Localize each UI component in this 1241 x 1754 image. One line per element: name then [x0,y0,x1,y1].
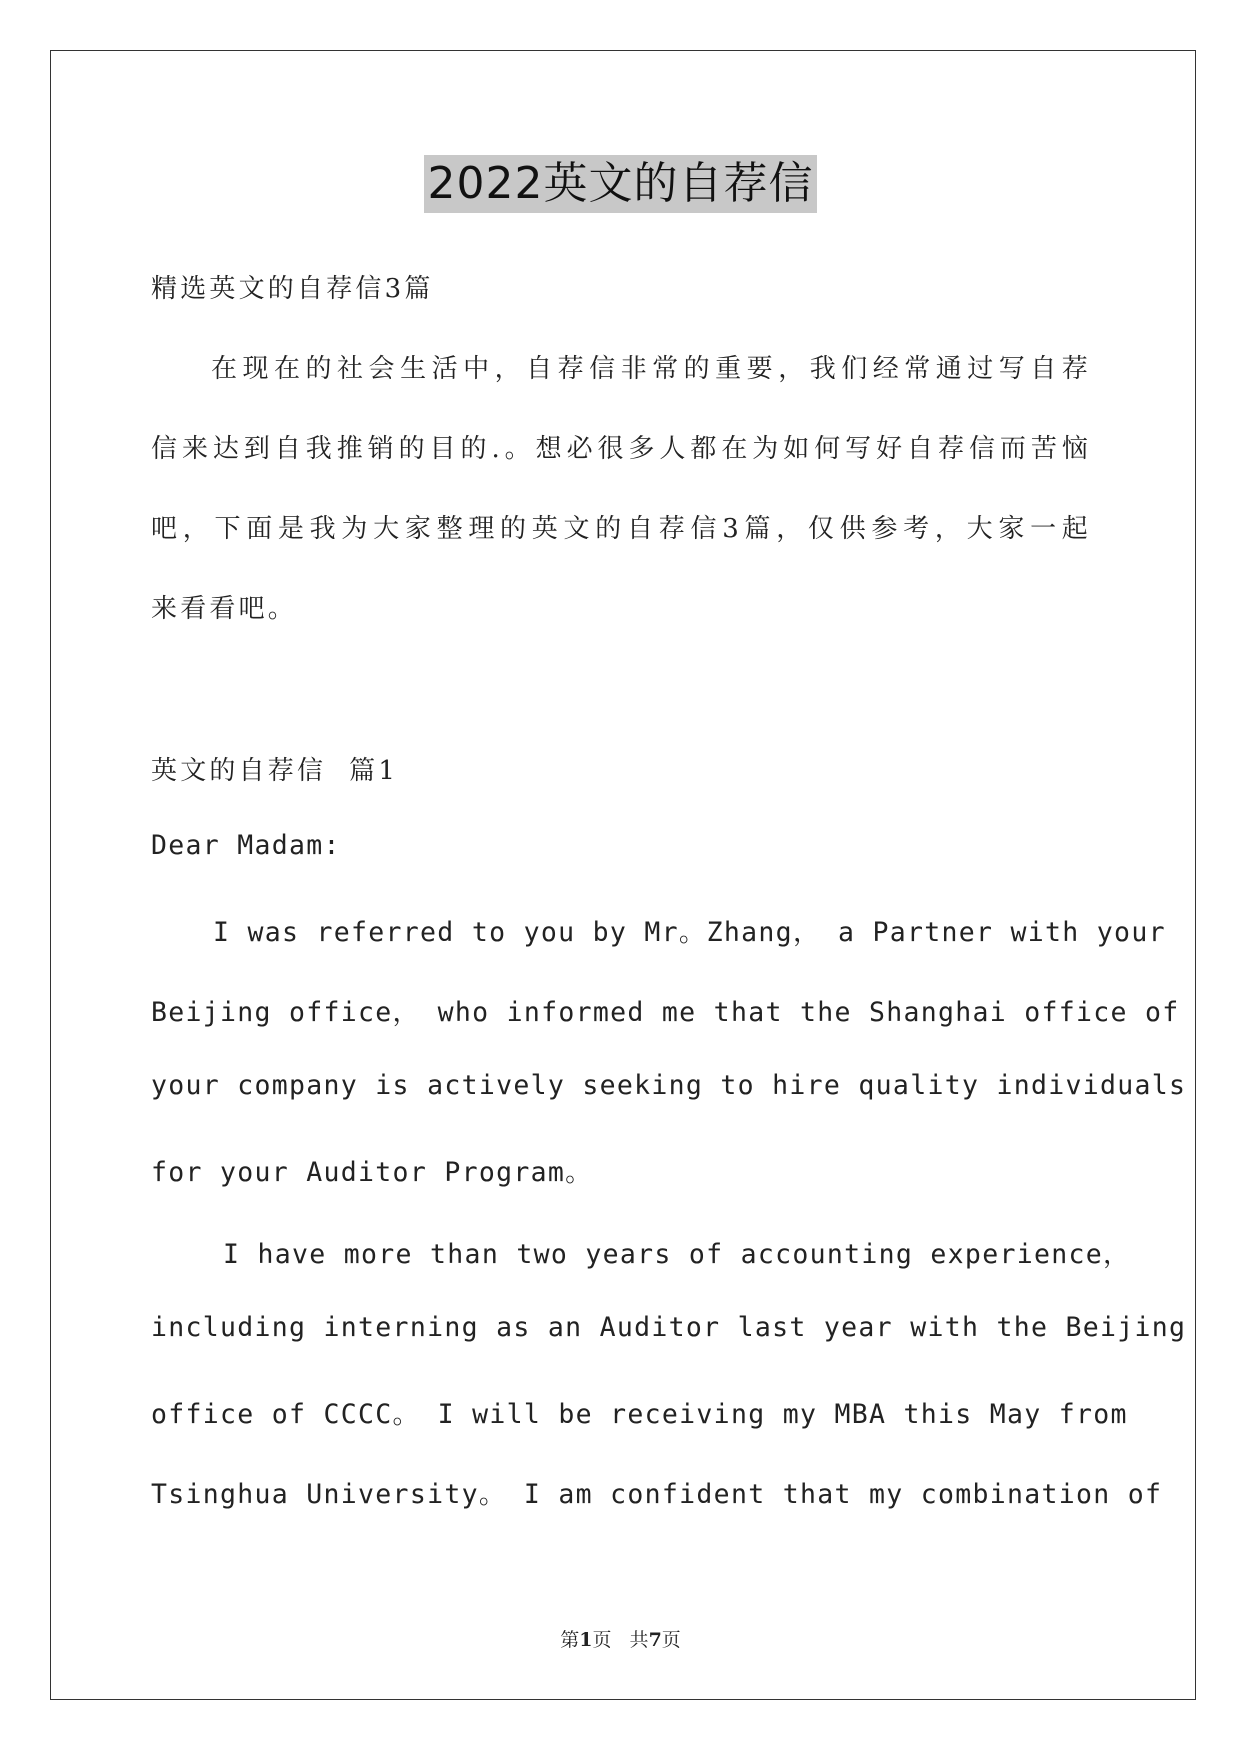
intro-line-4: 来看看吧。 [151,594,298,624]
title-container [0,155,1241,213]
total-page-number: 7 [648,1629,662,1651]
intro-line-1: 在现在的社会生活中，自荐信非常的重要，我们经常通过写自荐 [211,354,1091,384]
page-number-footer [0,1625,1241,1652]
intro-line-3: 吧，下面是我为大家整理的英文的自荐信3篇，仅供参考，大家一起 [151,514,1091,544]
footer-prefix: 第 [560,1629,580,1651]
footer-suffix: 页 [661,1629,681,1651]
paragraph1-line-1: I was referred to you by Mr。Zhang， a Partner with your [213,917,1166,948]
paragraph2-line-2: including interning as an Auditor last year with the Beijing [151,1312,1187,1343]
paragraph2-line-1: I have more than two years of accounting experience， [223,1239,1131,1270]
current-page-number: 1 [579,1629,593,1651]
paragraph1-line-2: Beijing office， who informed me that the Shanghai office of [151,997,1180,1028]
footer-mid: 页 共 [592,1629,649,1651]
paragraph2-line-4: Tsinghua University。 I am confident that my combination of [151,1479,1163,1510]
document-subtitle: 精选英文的自荐信3篇 [151,274,434,304]
paragraph1-line-3: your company is actively seeking to hire quality individuals [151,1070,1187,1101]
salutation: Dear Madam: [151,830,341,861]
paragraph1-line-4: for your Auditor Program。 [151,1157,593,1188]
intro-line-2: 信来达到自我推销的目的.。想必很多人都在为如何写好自荐信而苦恼 [151,434,1091,464]
paragraph2-line-3: office of CCCC。 I will be receiving my MBA this May from [151,1399,1128,1430]
section-heading: 英文的自荐信 篇1 [151,756,399,786]
document-title: 2022英文的自荐信 [424,155,818,213]
